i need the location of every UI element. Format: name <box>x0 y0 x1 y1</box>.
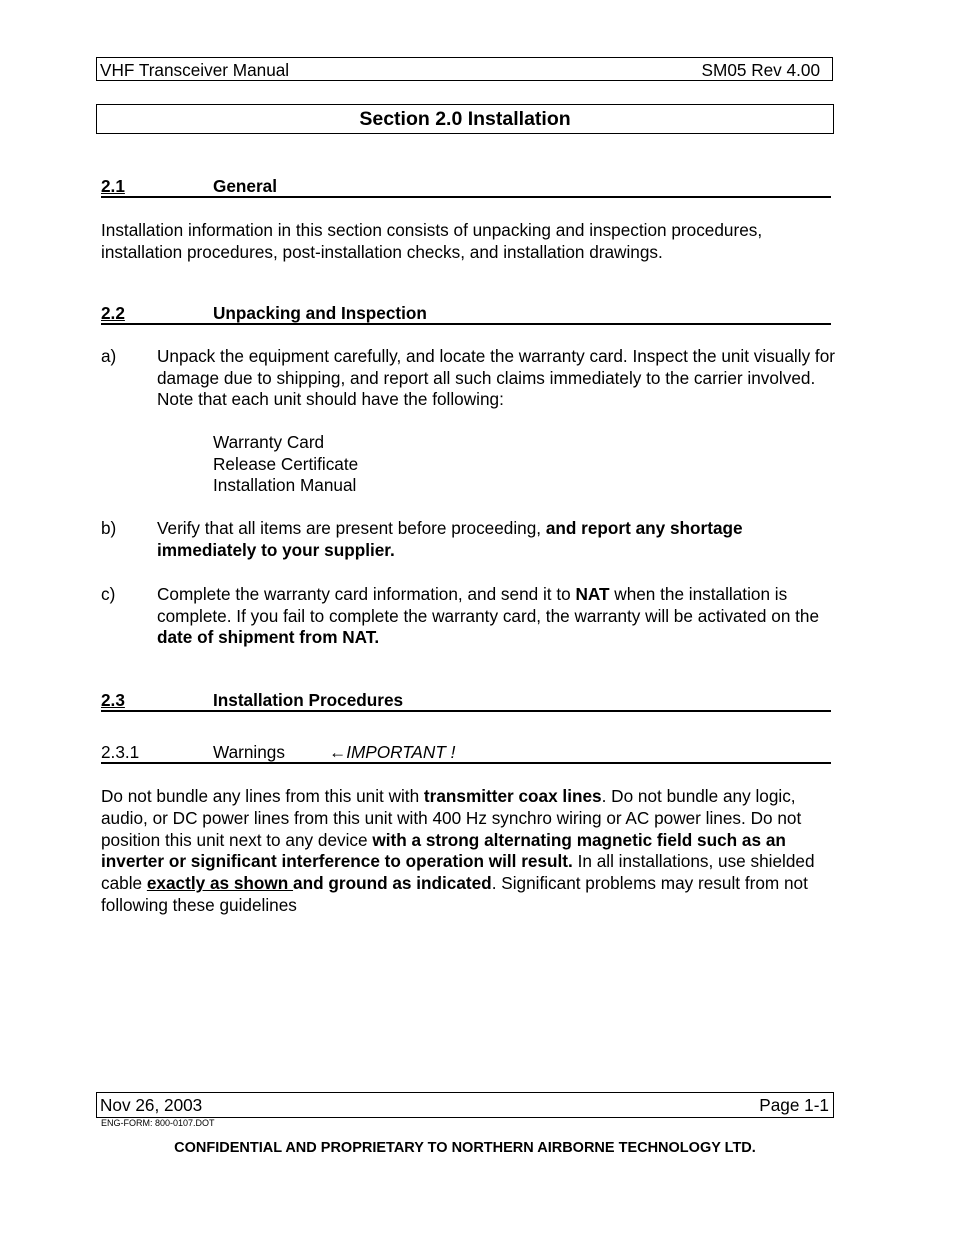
warning-bold-underlined: exactly as shown <box>146 873 294 894</box>
item-letter-c: c) <box>101 584 116 604</box>
warning-bold-4: and ground as indicated <box>293 873 492 894</box>
item-letter-a: a) <box>101 346 117 366</box>
document-footer <box>96 1092 834 1118</box>
important-note: ←IMPORTANT ! <box>329 742 456 762</box>
subsection-title: Warnings <box>213 742 285 762</box>
warning-bold-2: with a strong alternating magnetic field such as an inverter or significant interference to operation will result. <box>101 829 786 872</box>
item-text-b <box>157 518 837 561</box>
warning-text-3: In all installations, use shielded cable <box>101 851 815 894</box>
item-text-c-plain-2: when the installation is complete. If you fail to complete the warranty card, the warranty will be activated on the <box>157 584 820 626</box>
warning-text-4: . Significant problems may result from not following these guidelines <box>101 873 808 915</box>
warnings-paragraph <box>101 786 836 917</box>
section-heading-title: General <box>213 176 278 196</box>
list-item: Warranty Card <box>213 432 325 452</box>
item-text-c-plain-1: Complete the warranty card information, and send it to <box>157 584 576 604</box>
item-letter-b: b) <box>101 518 117 538</box>
item-text-a: Unpack the equipment carefully, and locate the warranty card. Inspect the unit visually for damage due to shipping, and report all such claims immediately to the carrier involved. Note that each unit should have the following: <box>157 346 835 409</box>
warning-text-1: Do not bundle any lines from this unit with <box>101 786 424 806</box>
section-number: 2.2 <box>101 303 125 323</box>
manual-title: VHF Transceiver Manual <box>100 60 290 80</box>
form-number: ENG-FORM: 800-0107.DOT <box>101 1118 215 1128</box>
item-text-c-bold-2: date of shipment from NAT. <box>157 627 380 647</box>
section-heading-title: Installation Procedures <box>213 690 404 710</box>
section-number: 2.1 <box>101 176 125 196</box>
footer-date: Nov 26, 2003 <box>100 1095 203 1115</box>
item-text-c-bold-1: NAT <box>575 584 610 604</box>
section-title: Section 2.0 Installation <box>96 104 834 134</box>
warning-text-2: . Do not bundle any logic, audio, or DC power lines from this unit with 400 Hz synchro wiring or AC power lines. Do not position this unit next to any device <box>101 786 802 850</box>
section-heading-title: Unpacking and Inspection <box>213 303 427 323</box>
footer-page: Page 1-1 <box>759 1095 829 1115</box>
section-heading-procedures <box>101 690 831 712</box>
section-number: 2.3 <box>101 690 125 710</box>
list-item: Release Certificate <box>213 453 359 474</box>
item-text-c <box>157 584 837 649</box>
package-contents-list <box>213 432 358 497</box>
item-text-b-bold: and report any shortage immediately to your supplier. <box>157 518 743 560</box>
item-text-b-plain: Verify that all items are present before proceeding, <box>157 518 546 538</box>
section-heading-general <box>101 176 831 198</box>
list-item: Installation Manual <box>213 475 357 495</box>
revision-label: SM05 Rev 4.00 <box>701 60 820 80</box>
subsection-heading-warnings <box>101 742 831 764</box>
warning-bold-1: transmitter coax lines <box>423 786 602 806</box>
confidentiality-notice: CONFIDENTIAL AND PROPRIETARY TO NORTHERN AIRBORNE TECHNOLOGY LTD. <box>174 1140 756 1156</box>
document-header <box>96 57 833 81</box>
subsection-number: 2.3.1 <box>101 742 140 762</box>
section-heading-unpacking <box>101 303 831 325</box>
general-paragraph: Installation information in this section consists of unpacking and inspection procedures, installation procedures, post-installation checks, and installation drawings. <box>101 220 763 262</box>
